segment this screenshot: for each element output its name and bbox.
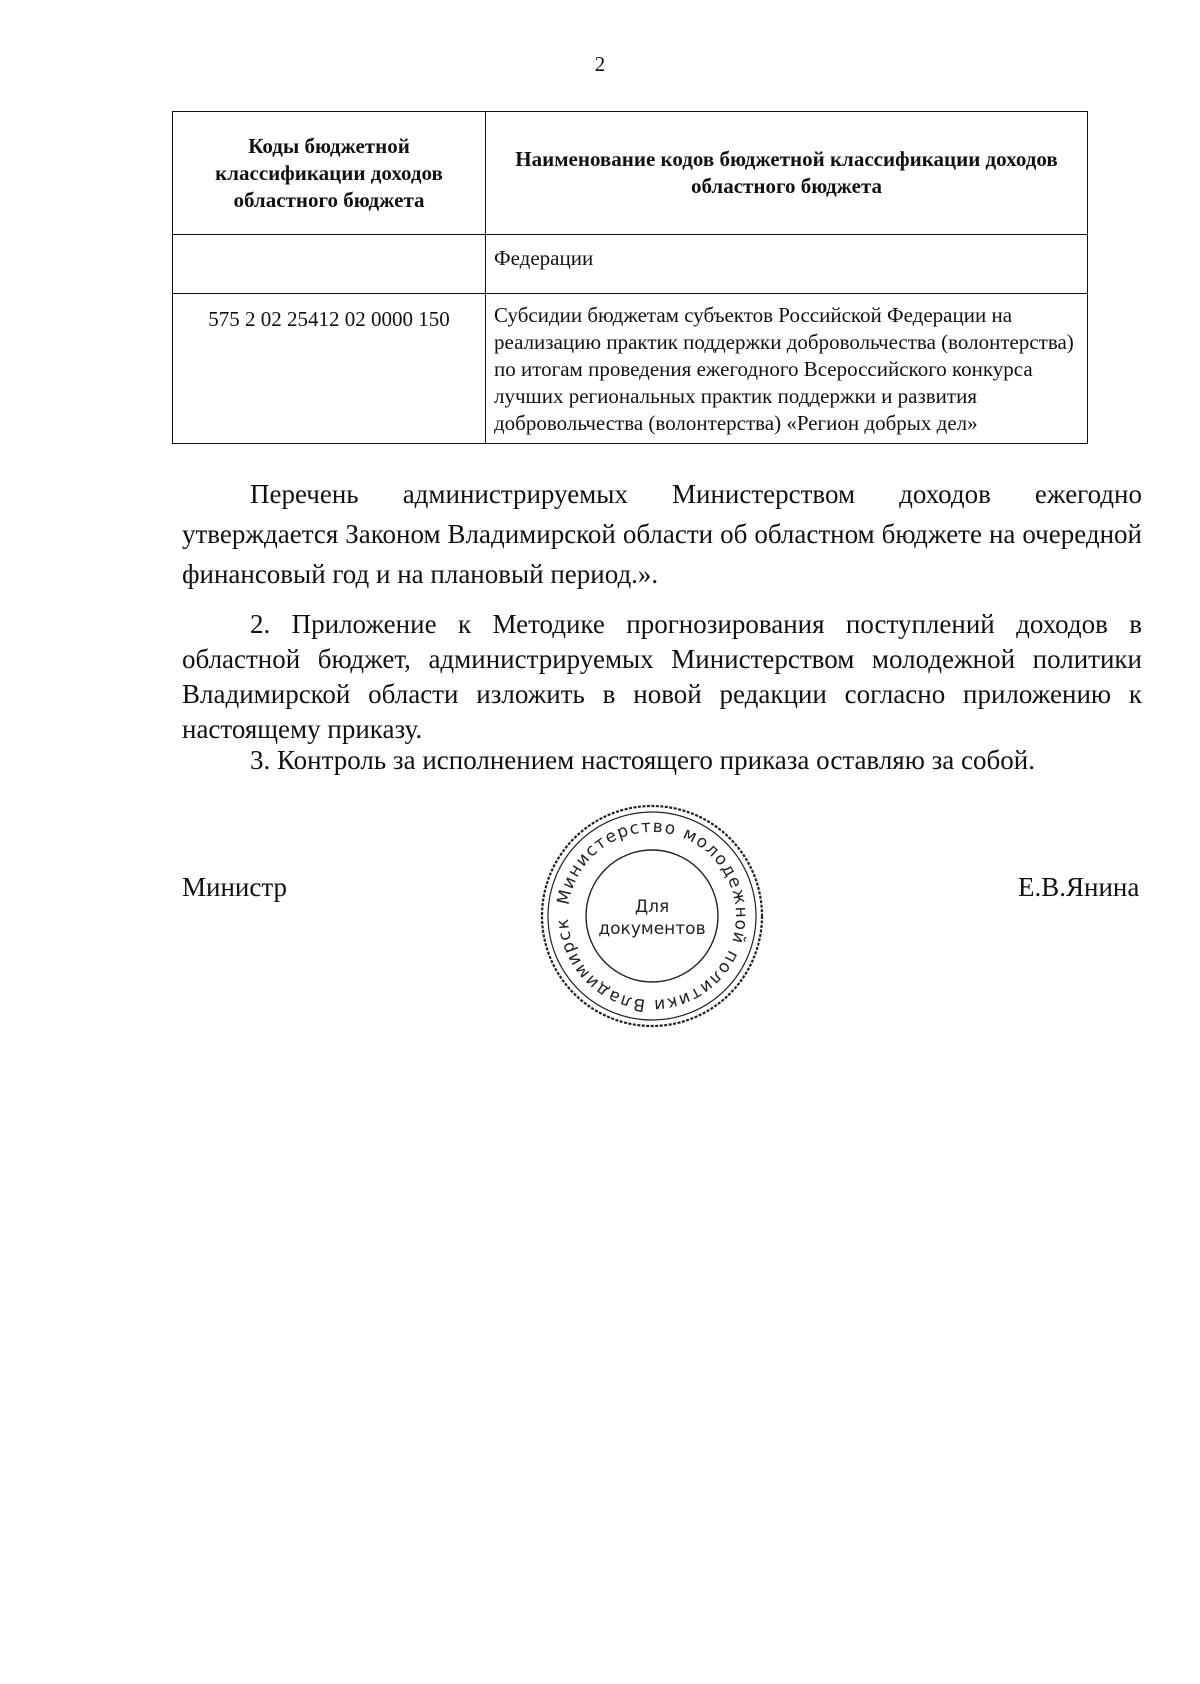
stamp-center-line-1: Для — [634, 897, 670, 917]
header-name: Наименование кодов бюджетной классификации доходов областного бюджета — [486, 112, 1088, 235]
official-stamp — [536, 800, 768, 1032]
paragraph-item-2: 2. Приложение к Методике прогнозирования поступлений доходов в областной бюджет, администрируемых Министерством молодежной политики Владимирской области изложить в новой редакции согласно приложению к настоящему приказу. — [182, 609, 1142, 744]
header-code: Коды бюджетной классификации доходов областного бюджета — [173, 112, 486, 235]
signer-title: Министр — [182, 872, 287, 902]
paragraph-item-3: 3. Контроль за исполнением настоящего приказа оставляю за собой. — [250, 745, 1035, 775]
table-row — [173, 235, 1088, 294]
table-row — [173, 294, 1088, 444]
row-name: Субсидии бюджетам субъектов Российской Федерации на реализацию практик поддержки добровольчества (волонтерства) по итогам проведения ежегодного Всероссийского конкурса лучших региональных практик поддержки и развития добровольчества (волонтерства) «Регион добрых дел» — [486, 294, 1088, 444]
stamp-ring-text: Министерство молодежной политики Владимирск — [552, 816, 752, 1016]
page-number: 2 — [594, 52, 606, 76]
signer-name: Е.В.Янина — [1018, 872, 1140, 902]
row-code — [173, 235, 486, 294]
stamp-center-line-2: документов — [598, 919, 706, 939]
row-code: 575 2 02 25412 02 0000 150 — [173, 294, 486, 444]
row-name: Федерации — [486, 235, 1088, 294]
paragraph-revenue-list: Перечень администрируемых Министерством доходов ежегодно утверждается Законом Владимирской области об областном бюджете на очередной финансовый год и на плановый период.». — [182, 479, 1142, 589]
table-header-row — [173, 112, 1088, 235]
budget-codes-table — [172, 111, 1088, 444]
